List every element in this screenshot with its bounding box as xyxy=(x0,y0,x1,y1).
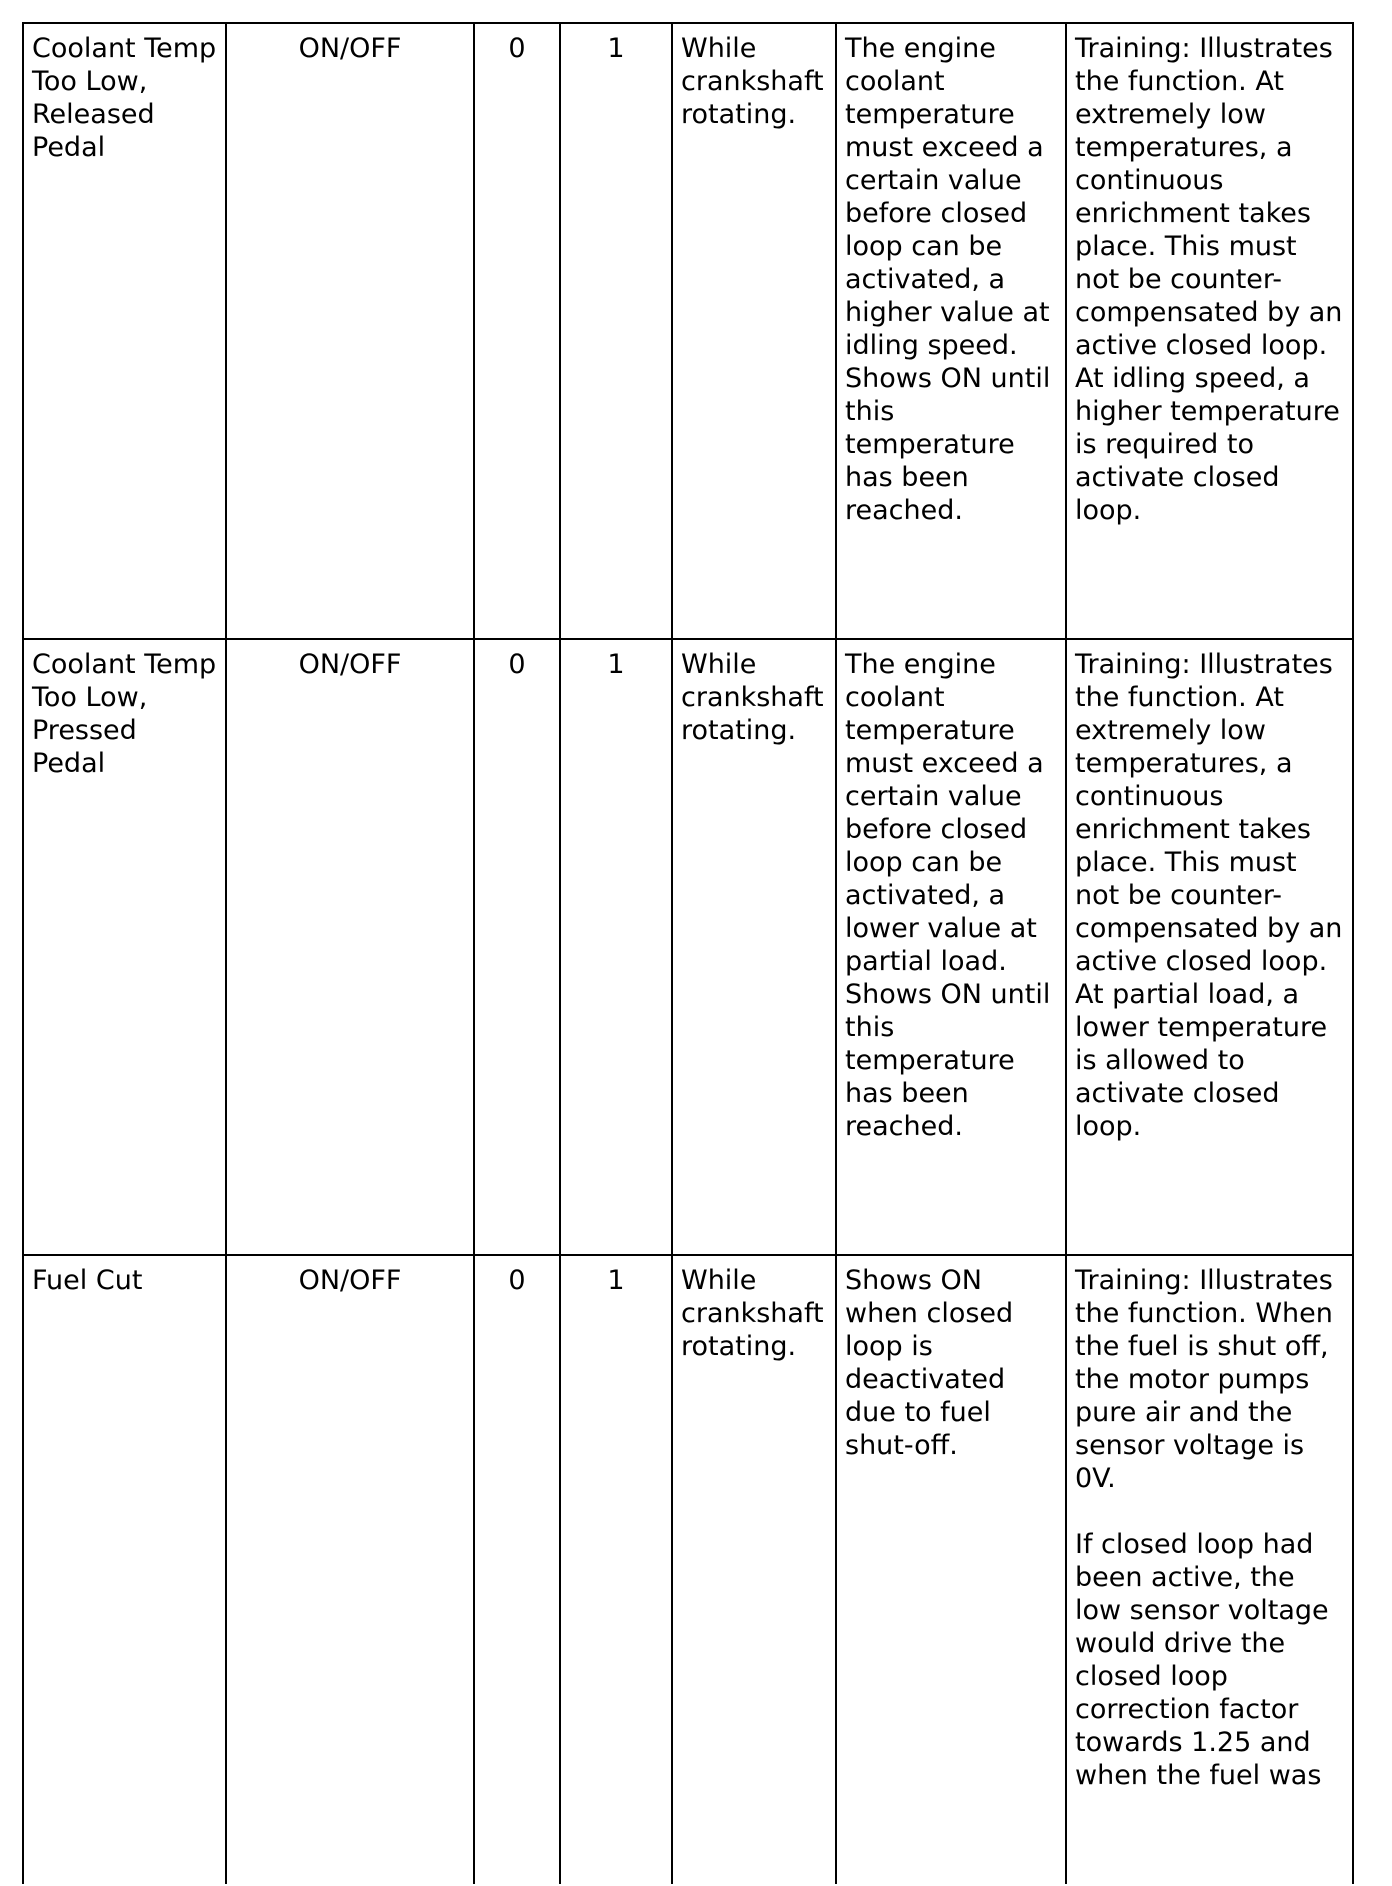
parameter-max: 1 xyxy=(560,1255,672,1884)
parameter-description: The engine coolant temperature must exceed a certain value before closed loop can be activated, a lower value at partial load. Shows ON until this temperature has been reached. xyxy=(836,639,1066,1255)
parameter-note xyxy=(1066,1255,1353,1884)
parameter-name: Fuel Cut xyxy=(23,1255,226,1884)
parameter-max: 1 xyxy=(560,639,672,1255)
parameter-description: Shows ON when closed loop is deactivated due to fuel shut-off. xyxy=(836,1255,1066,1884)
parameter-note xyxy=(1066,639,1353,1255)
table-row xyxy=(23,1255,1353,1884)
parameter-min: 0 xyxy=(474,23,560,639)
parameter-unit: ON/OFF xyxy=(226,1255,474,1884)
parameter-description: The engine coolant temperature must exceed a certain value before closed loop can be activated, a higher value at idling speed. Shows ON until this temperature has been reached. xyxy=(836,23,1066,639)
table-row xyxy=(23,639,1353,1255)
parameter-name: Coolant Temp Too Low, Released Pedal xyxy=(23,23,226,639)
note-paragraph: Training: Illustrates the function. At extremely low temperatures, a continuous enrichment takes place. This must not be counter-compensated by an active closed loop. At idling speed, a higher temperature is required to activate closed loop. xyxy=(1075,33,1343,526)
parameter-max: 1 xyxy=(560,23,672,639)
parameter-condition: While crankshaft rotating. xyxy=(672,23,836,639)
note-paragraph: Training: Illustrates the function. At extremely low temperatures, a continuous enrichment takes place. This must not be counter-compensated by an active closed loop. At partial load, a lower temperature is allowed to activate closed loop. xyxy=(1075,649,1343,1142)
parameter-condition: While crankshaft rotating. xyxy=(672,639,836,1255)
parameter-unit: ON/OFF xyxy=(226,23,474,639)
parameter-min: 0 xyxy=(474,1255,560,1884)
parameter-name: Coolant Temp Too Low, Pressed Pedal xyxy=(23,639,226,1255)
parameter-unit: ON/OFF xyxy=(226,639,474,1255)
parameter-note xyxy=(1066,23,1353,639)
parameter-table xyxy=(22,22,1354,1884)
parameter-min: 0 xyxy=(474,639,560,1255)
note-paragraph: Training: Illustrates the function. When the fuel is shut off, the motor pumps pure air and the sensor voltage is 0V. xyxy=(1075,1265,1333,1494)
parameter-condition: While crankshaft rotating. xyxy=(672,1255,836,1884)
note-paragraph: If closed loop had been active, the low sensor voltage would drive the closed loop correction factor towards 1.25 and when the fuel was xyxy=(1075,1529,1329,1791)
table-row xyxy=(23,23,1353,639)
